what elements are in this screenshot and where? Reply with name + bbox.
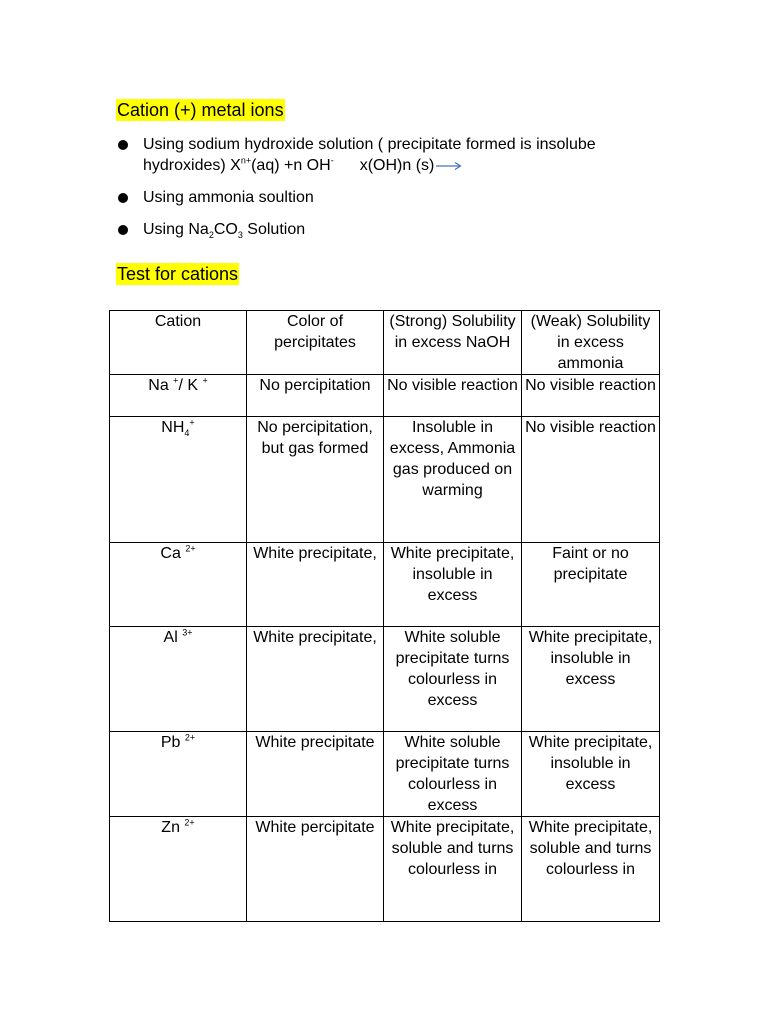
ion-charge: 2+	[184, 732, 196, 743]
naoh-solubility-cell: No visible reaction	[384, 375, 522, 417]
formula-part: Solution	[242, 221, 306, 238]
table-row	[110, 732, 660, 817]
table-row	[110, 417, 660, 543]
ion-subscript: 4	[184, 428, 190, 439]
table-row	[110, 627, 660, 732]
precipitate-color-cell: White precipitate,	[247, 627, 384, 732]
bullet-dot-icon	[118, 193, 128, 203]
naoh-solubility-cell: White precipitate, insoluble in excess	[384, 543, 522, 627]
cation-cell	[110, 817, 247, 922]
ion-symbol: Ca	[160, 545, 186, 562]
naoh-solubility-cell: White precipitate, soluble and turns colourless in	[384, 817, 522, 922]
ion-symbol: Na	[148, 377, 174, 394]
ammonia-solubility-cell: White precipitate, insoluble in excess	[522, 627, 660, 732]
cation-cell	[110, 375, 247, 417]
equation-superscript: n+	[240, 155, 252, 166]
cation-cell	[110, 417, 247, 543]
ion-charge: +	[173, 375, 179, 386]
cation-cell	[110, 627, 247, 732]
right-arrow-icon	[436, 161, 462, 171]
table-row	[110, 375, 660, 417]
ion-charge: 3+	[182, 627, 193, 638]
ammonia-solubility-cell: White precipitate, insoluble in excess	[522, 732, 660, 817]
naoh-solubility-cell: Insoluble in excess, Ammonia gas produced on warming	[384, 417, 522, 543]
section-heading-test-for-cations: Test for cations	[117, 264, 239, 284]
naoh-solubility-cell: White soluble precipitate turns colourless in excess	[384, 627, 522, 732]
bullet-item-ammonia	[116, 187, 676, 208]
bullet-text: Using ammonia soultion	[143, 189, 314, 206]
bullet-item-sodium-hydroxide	[116, 134, 676, 176]
precipitate-color-cell: No percipitation	[247, 375, 384, 417]
cation-test-table	[109, 310, 660, 922]
header-cell-naoh: (Strong) Solubility in excess NaOH	[384, 311, 522, 375]
bullet-text-line2	[143, 155, 676, 176]
ion-charge: +	[202, 375, 208, 386]
equation-superscript: -	[330, 155, 334, 166]
ion-symbol: Al	[163, 629, 183, 646]
ammonia-solubility-cell: Faint or no precipitate	[522, 543, 660, 627]
header-cell-cation: Cation	[110, 311, 247, 375]
ion-charge: 2+	[185, 543, 196, 554]
table-row	[110, 817, 660, 922]
ammonia-solubility-cell: No visible reaction	[522, 375, 660, 417]
ion-symbol: NH	[161, 419, 185, 436]
precipitate-color-cell: White percipitate	[247, 817, 384, 922]
header-cell-ammonia: (Weak) Solubility in excess ammonia	[522, 311, 660, 375]
ion-charge: 2+	[184, 817, 195, 828]
precipitate-color-cell: White precipitate	[247, 732, 384, 817]
ion-symbol: Zn	[161, 819, 185, 836]
table-header-row	[110, 311, 660, 375]
bullet-dot-icon	[118, 225, 128, 235]
ion-charge: +	[189, 417, 195, 428]
method-bullet-list	[116, 132, 676, 240]
ammonia-solubility-cell: No visible reaction	[522, 417, 660, 543]
naoh-solubility-cell: White soluble precipitate turns colourless in excess	[384, 732, 522, 817]
cation-cell	[110, 543, 247, 627]
bullet-text	[143, 219, 676, 240]
equation-part: hydroxides) X	[143, 157, 241, 174]
formula-part: Using Na	[143, 221, 209, 238]
table-row	[110, 543, 660, 627]
section-heading-cation-metal-ions: Cation (+) metal ions	[117, 100, 284, 120]
formula-part: CO	[213, 221, 238, 238]
ion-symbol: / K	[178, 377, 203, 394]
equation-product: x(OH)n (s)	[359, 157, 435, 174]
equation-part: (aq) +n OH	[251, 157, 331, 174]
precipitate-color-cell: No percipitation, but gas formed	[247, 417, 384, 543]
formula-subscript: 2	[208, 230, 214, 241]
bullet-item-sodium-carbonate	[116, 219, 676, 240]
precipitate-color-cell: White precipitate,	[247, 543, 384, 627]
bullet-text-line1: Using sodium hydroxide solution ( precipitate formed is insolube	[143, 136, 596, 153]
ammonia-solubility-cell: White precipitate, soluble and turns colourless in	[522, 817, 660, 922]
formula-subscript: 3	[237, 230, 243, 241]
bullet-dot-icon	[118, 140, 128, 150]
cation-cell	[110, 732, 247, 817]
header-cell-color: Color of percipitates	[247, 311, 384, 375]
ion-symbol: Pb	[160, 734, 185, 751]
